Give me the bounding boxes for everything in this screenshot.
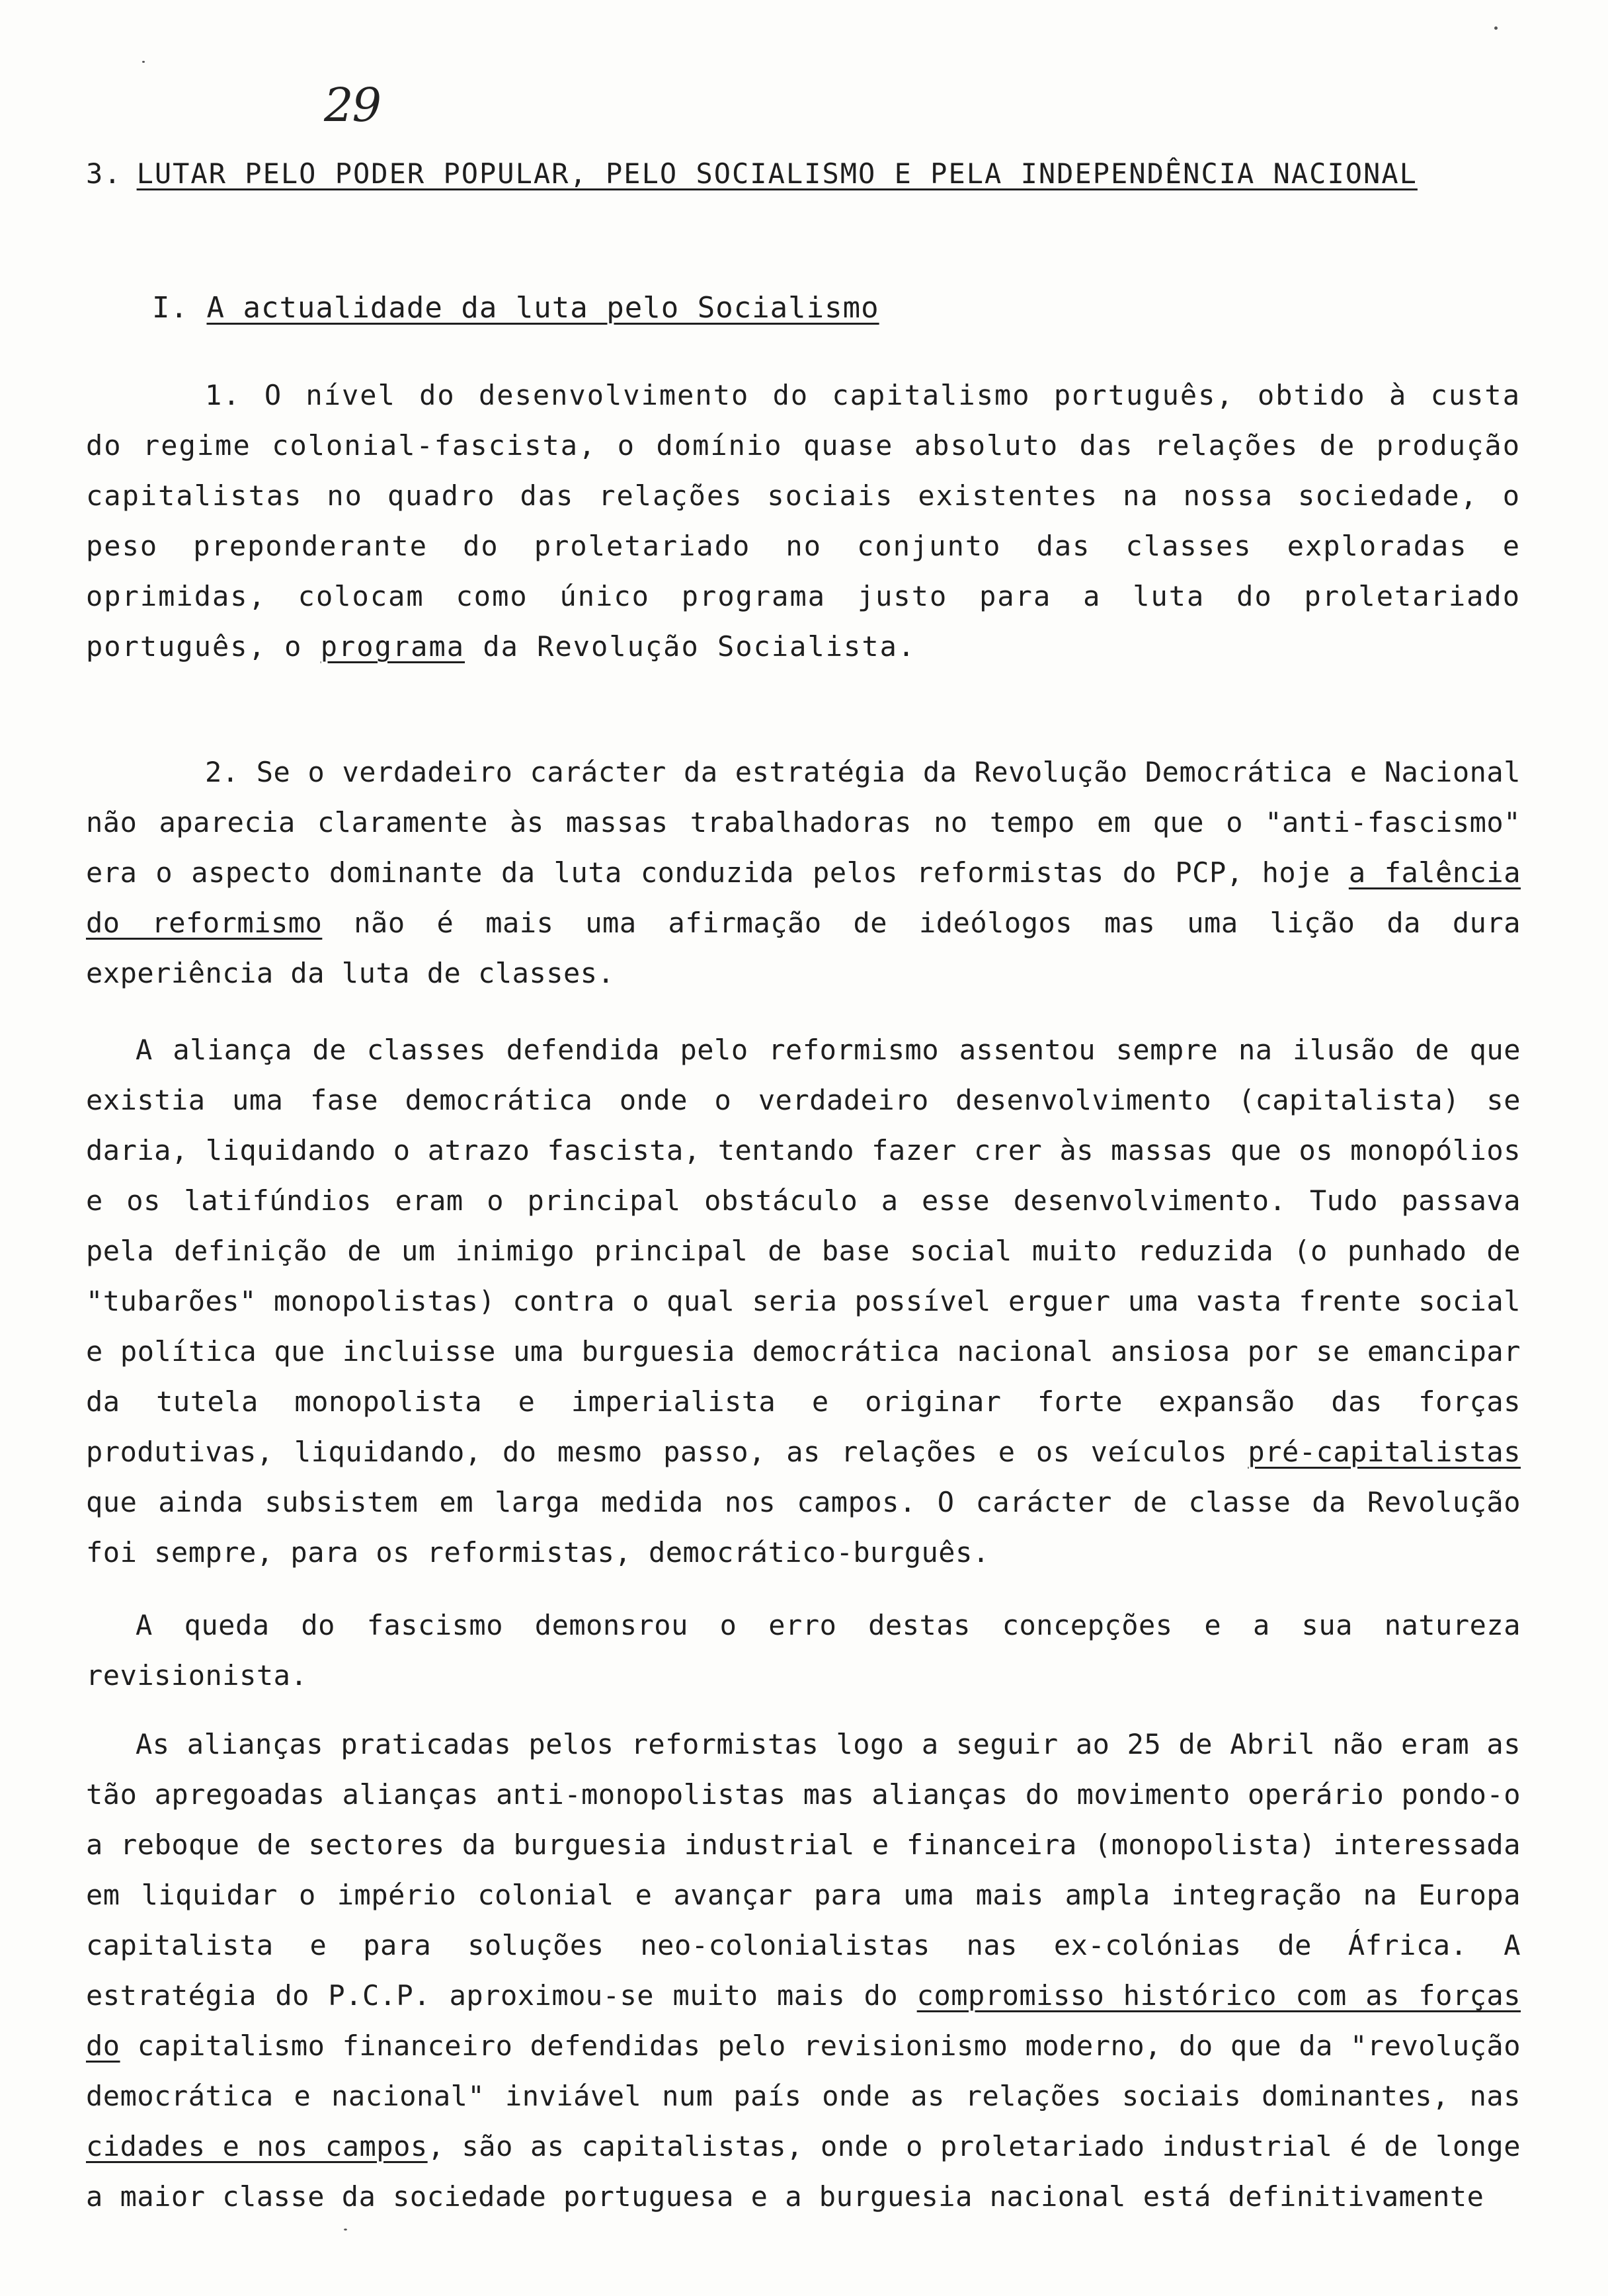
paragraph-4: [86, 1600, 1521, 1701]
paragraph-5-underlined: compromisso histórico com as forças do: [86, 1979, 1521, 2062]
scan-speck: [1494, 26, 1498, 30]
paragraph-1-underlined: programa: [320, 630, 465, 663]
paragraph-5-text: As alianças praticadas pelos reformistas logo a seguir ao 25 de Abril não eram as tão apregoadas alianças anti-monopolistas mas alianças do movimento operário pondo-o a reboque de sectores da burguesia industrial e financeira (monopolista) interessada em liquidar o império colonial e avançar para uma mais ampla integração na Europa capitalista e para soluções neo-colonialistas nas ex-colónias de África. A estratégia do P.C.P. aproximou-se muito mais do: [86, 1728, 1521, 2012]
section-number: I.: [152, 291, 188, 325]
scan-speck: [344, 2229, 347, 2231]
paragraph-2-underlined: a falência do reformismo: [86, 856, 1521, 939]
paragraph-1: [86, 370, 1521, 672]
paragraph-5-text-after: , são as capitalistas, onde o proletariado industrial é de longe a maior classe da sociedade portuguesa e a burguesia nacional está definitivamente: [86, 2130, 1521, 2213]
paragraph-2-text-after: não é mais uma afirmação de ideólogos mas uma lição da dura experiência da luta de classes.: [86, 907, 1521, 989]
paragraph-3-underlined: pré-capitalistas: [1248, 1436, 1521, 1468]
paragraph-5-text-mid: capitalismo financeiro defendidas pelo revisionismo moderno, do que da "revolução democrática e nacional" inviável num país onde as relações sociais dominantes, nas: [86, 2030, 1521, 2112]
scan-speck: [142, 61, 145, 63]
chapter-title: LUTAR PELO PODER POPULAR, PELO SOCIALISMO E PELA INDEPENDÊNCIA NACIONAL: [136, 157, 1418, 190]
paragraph-3-text-after: que ainda subsistem em larga medida nos campos. O carácter de classe da Revolução foi sempre, para os reformistas, democrático-burguês.: [86, 1486, 1521, 1569]
paragraph-5-underlined-2: cidades e nos campos: [86, 2130, 428, 2162]
section-heading: [152, 283, 1078, 333]
paragraph-3: [86, 1025, 1521, 1578]
paragraph-2: [86, 747, 1521, 999]
paragraph-5: [86, 1719, 1521, 2222]
paragraph-1-text: 1. O nível do desenvolvimento do capitalismo português, obtido à custa do regime colonial-fascista, o domínio quase absoluto das relações de produção capitalistas no quadro das relações sociais existentes na nossa sociedade, o peso preponderante do proletariado no conjunto das classes exploradas e oprimidas, colocam como único programa justo para a luta do proletariado português, o: [86, 379, 1521, 663]
section-title: A actualidade da luta pelo Socialismo: [206, 291, 879, 325]
chapter-heading: [86, 149, 1428, 199]
paragraph-2-text: 2. Se o verdadeiro carácter da estratégia da Revolução Democrática e Nacional não aparecia claramente às massas trabalhadoras no tempo em que o "anti-fascismo" era o aspecto dominante da luta conduzida pelos reformistas do PCP, hoje: [86, 756, 1521, 889]
chapter-number: 3.: [86, 157, 122, 190]
paragraph-4-text: A queda do fascismo demonsrou o erro destas concepções e a sua natureza revisionista.: [86, 1609, 1521, 1692]
page-number: 29: [324, 78, 381, 132]
paragraph-3-text: A aliança de classes defendida pelo reformismo assentou sempre na ilusão de que existia uma fase democrática onde o verdadeiro desenvolvimento (capitalista) se daria, liquidando o atrazo fascista, tentando fazer crer às massas que os monopólios e os latifúndios eram o principal obstáculo a esse desenvolvimento. Tudo passava pela definição de um inimigo principal de base social muito reduzida (o punhado de "tubarões" monopolistas) contra o qual seria possível erguer uma vasta frente social e política que incluisse uma burguesia democrática nacional ansiosa por se emancipar da tutela monopolista e imperialista e originar forte expansão das forças produtivas, liquidando, do mesmo passo, as relações e os veículos: [86, 1034, 1521, 1468]
paragraph-1-text-after: da Revolução Socialista.: [465, 630, 916, 663]
